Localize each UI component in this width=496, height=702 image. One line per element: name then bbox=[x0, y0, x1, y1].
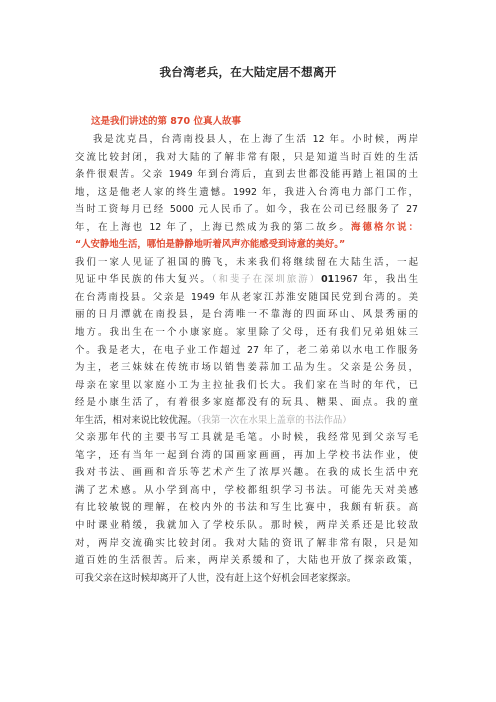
photo-caption: （和斐子在深圳旅游） bbox=[211, 274, 322, 286]
body-line: 道百姓的生活很苦。后来，两岸关系缓和了，大陆也开放了探亲政策， bbox=[75, 555, 418, 567]
highlight-quote: “人安静地生活，哪怕是静静地听着风声亦能感受到诗意的美好。” bbox=[75, 239, 346, 251]
body-line: 有比较敏锐的理解，在校内外的书法和写生比赛中，我颇有斩获。高 bbox=[75, 502, 418, 514]
body-line: 为主，老三妹妹在传统市场以销售姜蒜加工品为生。父亲是公务员， bbox=[75, 362, 418, 374]
body-line: 交流比较封闭，我对大陆的了解非常有限，只是知道当时百姓的生活 bbox=[75, 151, 418, 163]
body-line bbox=[75, 271, 418, 289]
quote-intro: 海德格尔说： bbox=[350, 221, 418, 233]
body-line: 满了艺术感。从小学到高中，学校都组织学习书法。可能先天对美感 bbox=[75, 484, 418, 496]
page-title: 我台湾老兵，在大陆定居不想离开 bbox=[159, 65, 337, 79]
body-line: 个。我是老大，在电子业工作超过 27 年了，老二弟弟以水电工作服务 bbox=[75, 344, 418, 356]
body-line: 经是小康生活了，有着很多家庭都没有的玩具、糖果、面点。我的童 bbox=[75, 397, 418, 409]
body-line: 当时工资每月已经 5000 元人民币了。如今，我在公司已经服务了 27 bbox=[75, 204, 418, 216]
body-line: 对，两岸交流确实比较封闭。我对大陆的资讯了解非常有限，只是知 bbox=[75, 537, 418, 549]
body-line: 丽的日月潭就在南投县，是台湾唯一不靠海的四面环山、风景秀丽的 bbox=[75, 309, 418, 321]
body-line: 母亲在家里以家庭小工为主拉扯我们长大。我们家在当时的年代，已 bbox=[75, 379, 418, 391]
body-line: 我对书法、画画和音乐等艺术产生了浓厚兴趣。在我的成长生活中充 bbox=[75, 467, 418, 479]
body-line: 地方。我出生在一个小康家庭。家里除了父母，还有我们兄弟姐妹三 bbox=[75, 327, 418, 339]
story-subtitle: 这是我们讲述的第 870 位真人故事 bbox=[91, 116, 241, 127]
article-body bbox=[75, 131, 418, 587]
body-text-segment: 见证中华民族的伟大复兴。 bbox=[75, 274, 212, 286]
body-line: 条件很艰苦。父亲 1949 年到台湾后，直到去世都没能再踏上祖国的土 bbox=[75, 169, 418, 181]
body-text-segment: 1967 年，我出生 bbox=[334, 274, 418, 286]
section-number: 01 bbox=[321, 274, 335, 286]
body-line: 可我父亲在这时候却离开了人世，没有赶上这个好机会回老家探亲。 bbox=[75, 572, 357, 584]
body-text-segment: 年，在上海也 12 年了，上海已然成为我的第二故乡。 bbox=[75, 221, 351, 233]
photo-caption: （我第一次在水果上盖章的书法作品） bbox=[196, 414, 352, 426]
body-line bbox=[75, 412, 418, 430]
body-line bbox=[75, 219, 418, 237]
body-line: 我是沈克昌，台湾南投县人，在上海了生活 12 年。小时候，两岸 bbox=[93, 134, 418, 145]
body-line: 在台湾南投县。父亲是 1949 年从老家江苏淮安随国民党到台湾的。美 bbox=[75, 291, 418, 303]
body-line: 我们一家人见证了祖国的腾飞，未来我们将继续留在大陆生活，一起 bbox=[75, 256, 418, 268]
body-line: 地，这是他老人家的终生遗憾。1992 年，我进入台湾电力部门工作， bbox=[75, 186, 418, 198]
body-line: 父亲那年代的主要书写工具就是毛笔。小时候，我经常见到父亲写毛 bbox=[75, 432, 418, 444]
body-text-segment: 年生活，相对来说比较优渥。 bbox=[75, 414, 197, 426]
body-line: 中时课业稍缓，我就加入了学校乐队。那时候，两岸关系还是比较敌 bbox=[75, 520, 418, 532]
body-line: 笔字，还有当年一起到台湾的国画家画画，再加上学校书法作业，使 bbox=[75, 449, 418, 461]
